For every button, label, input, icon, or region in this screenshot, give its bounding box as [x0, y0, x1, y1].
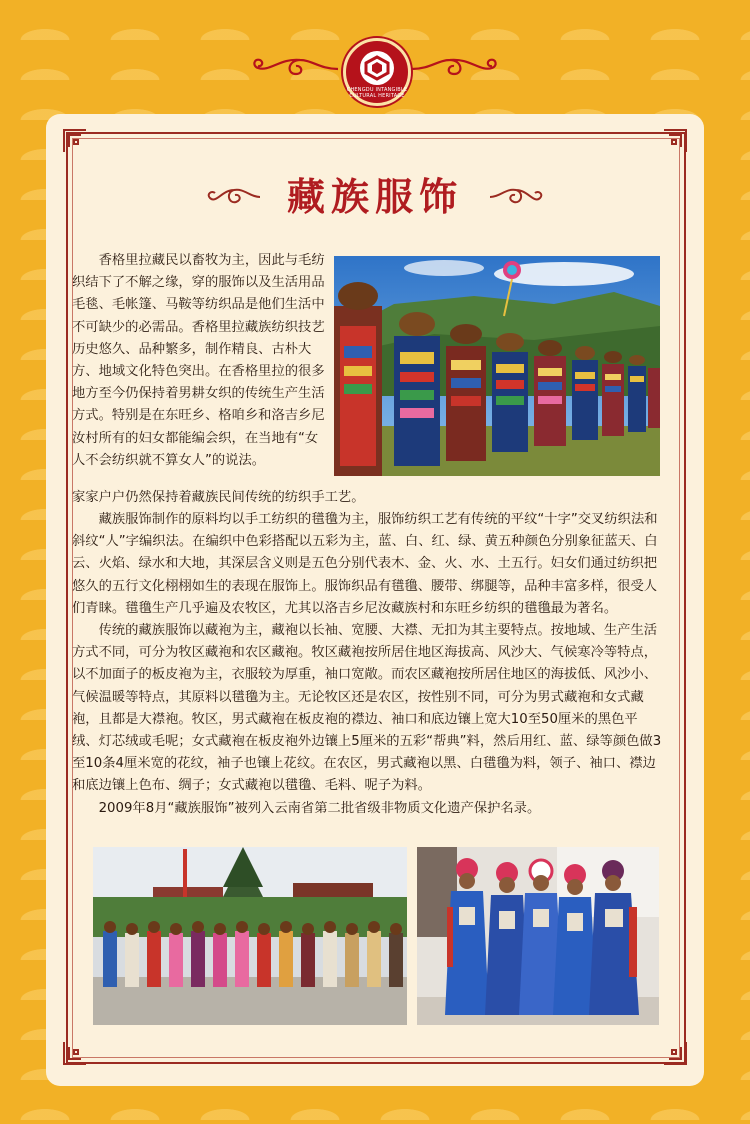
body-text	[72, 509, 662, 820]
photo-dancers-plaza	[93, 847, 407, 1025]
page-title: 藏族服饰	[286, 174, 463, 219]
scroll-ornament-left-icon	[250, 54, 340, 84]
header-emblem-area	[0, 30, 750, 110]
emblem-text: CHENGDU INTANGIBLE CULTURAL HERITAGE	[346, 87, 408, 99]
intro-paragraph	[72, 250, 330, 472]
corner-ornament-icon	[62, 1040, 88, 1066]
photo-tibetan-women-procession	[334, 256, 660, 476]
corner-ornament-icon	[62, 128, 88, 154]
photo-women-blue-robes	[417, 847, 659, 1025]
paragraph-robes: 传统的藏族服饰以藏袍为主，藏袍以长袖、宽腰、大襟、无扣为其主要特点。按地域、生产生活方式不同，可分为牧区藏袍和农区藏袍。牧区藏袍按所居住地区海拔高、风沙大、气候寒冷等特点，以不加面子的板皮袍为主，衣服较为厚重，袖口宽敞。而农区藏袍按所居住地区的海拔低、风沙小、气候温暖等特点，其原料以氆氇为主。无论牧区还是农区，按性别不同，可分为男式藏袍和女式藏袍，且都是大襟袍。牧区，男式藏袍在板皮袍的襟边、袖口和底边镶上宽大10至50厘米的黑色平绒、灯芯绒或毛呢；女式藏袍在板皮袍外边镶上5厘米的五彩“帮典”料，然后用红、蓝、绿等颜色做3至10条4厘米宽的花纹，袖子也镶上花纹。在农区，男式藏袍以黑、白氆氇为料，领子、袖口、襟边和底边镶上色布、绸子；女式藏袍以氆氇、毛料、呢子为料。	[72, 623, 662, 794]
corner-ornament-icon	[662, 1040, 688, 1066]
paragraph-materials: 藏族服饰制作的原料均以手工纺织的氆氇为主，服饰纺织工艺有传统的平纹“十字”交叉纺织法和斜纹“人”字编织法。在编织中色彩搭配以五彩为主，蓝、白、红、绿、黄五种颜色分别象征蓝天、白云、火焰、绿水和大地，其深层含义则是五色分别代表木、金、火、水、土五行。妇女们通过纺织把悠久的五行文化栩栩如生的表现在服饰上。服饰织品有氆氇、腰带、绑腿等，品种丰富多样，很受人们青睐。氆氇生产几乎遍及农牧区，尤其以洛吉乡尼汝藏族村和东旺乡纺织的氆氇最为著名。	[72, 512, 658, 616]
scroll-ornament-right-icon	[410, 54, 500, 84]
title-ornament-right-icon	[488, 184, 544, 210]
emblem-logo-icon	[343, 38, 411, 106]
corner-ornament-icon	[662, 128, 688, 154]
intro-text: 香格里拉藏民以畜牧为主，因此与毛纺织结下了不解之缘，穿的服饰以及生活用品毛毯、毛帐篷、马鞍等纺织品是他们生活中不可缺少的必需品。香格里拉藏族纺织技艺历史悠久、品种繁多，制作精良、古朴大方、地域文化特色突出。在香格里拉的很多地方至今仍保持着男耕女织的传统生产生活方式。特别是在东旺乡、格咱乡和洛吉乡尼汝村所有的妇女都能编会织，在当地有“女人不会纺织就不算女人”的说法。	[72, 253, 325, 468]
title-ornament-left-icon	[206, 184, 262, 210]
title-row	[46, 172, 704, 222]
intro-tail-text: 家家户户仍然保持着藏族民间传统的纺织手工艺。	[72, 490, 365, 505]
paragraph-heritage-listing: 2009年8月“藏族服饰”被列入云南省第二批省级非物质文化遗产保护名录。	[98, 800, 541, 816]
